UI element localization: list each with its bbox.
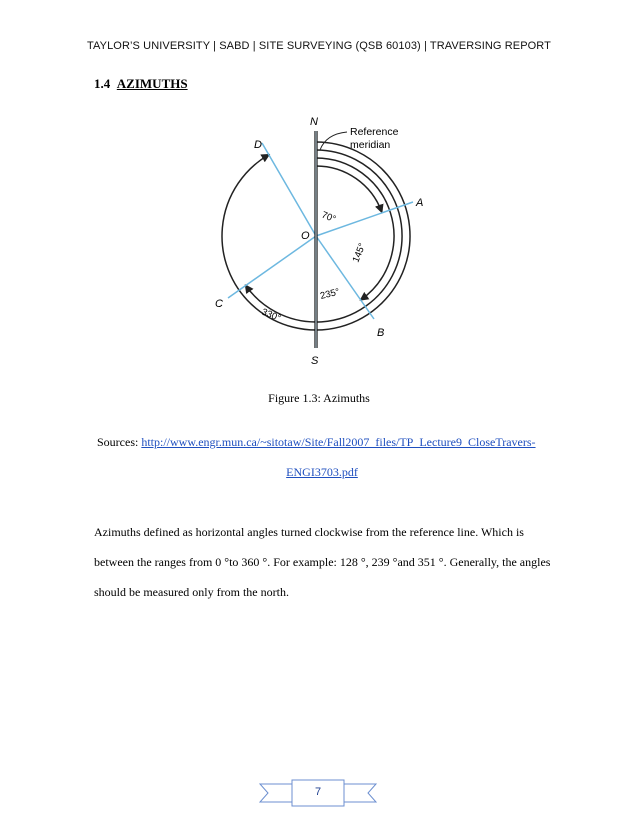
paragraph-line: between the ranges from 0 °to 360 °. For example: 128 °, 239 °and 351 °. Generally, the angles <box>94 555 551 569</box>
reference-pointer <box>320 132 347 150</box>
figure-caption: Figure 1.3: Azimuths <box>268 391 370 405</box>
label-b: B <box>377 327 385 339</box>
label-s: S <box>311 355 319 367</box>
label-d: D <box>254 139 262 151</box>
section-number: 1.4 <box>94 76 111 91</box>
source-link[interactable]: http://www.engr.mun.ca/~sitotaw/Site/Fall2007_files/TP_Lecture9_CloseTravers- <box>141 435 536 449</box>
sources-block <box>97 427 547 487</box>
running-header: TAYLOR’S UNIVERSITY | SABD | SITE SURVEYING (QSB 60103) | TRAVERSING REPORT <box>87 40 551 52</box>
body-paragraph <box>94 517 554 607</box>
sources-label: Sources: <box>97 435 139 449</box>
arc-145 <box>316 158 394 300</box>
source-link-continued[interactable]: ENGI3703.pdf <box>286 465 358 479</box>
line-o-d <box>262 143 316 236</box>
angle-label-70: 70° <box>319 209 338 226</box>
angle-label-145: 145° <box>350 241 369 265</box>
label-o: O <box>301 230 310 242</box>
paragraph-line: Azimuths defined as horizontal angles turned clockwise from the reference line. Which is <box>94 525 524 539</box>
angle-label-235: 235° <box>319 286 341 302</box>
page-footer <box>258 778 378 808</box>
paragraph-line: should be measured only from the north. <box>94 585 289 599</box>
label-reference: Reference <box>350 126 399 138</box>
angle-label-330: 330° <box>259 306 283 325</box>
label-c: C <box>215 298 223 310</box>
azimuth-diagram <box>200 108 440 370</box>
section-heading <box>94 76 188 92</box>
line-o-c <box>228 236 316 298</box>
label-meridian: meridian <box>350 139 391 151</box>
section-title: AZIMUTHS <box>116 76 188 91</box>
label-n: N <box>310 116 318 128</box>
label-a: A <box>416 197 424 209</box>
page-number: 7 <box>314 786 322 798</box>
arc-70 <box>316 166 382 212</box>
